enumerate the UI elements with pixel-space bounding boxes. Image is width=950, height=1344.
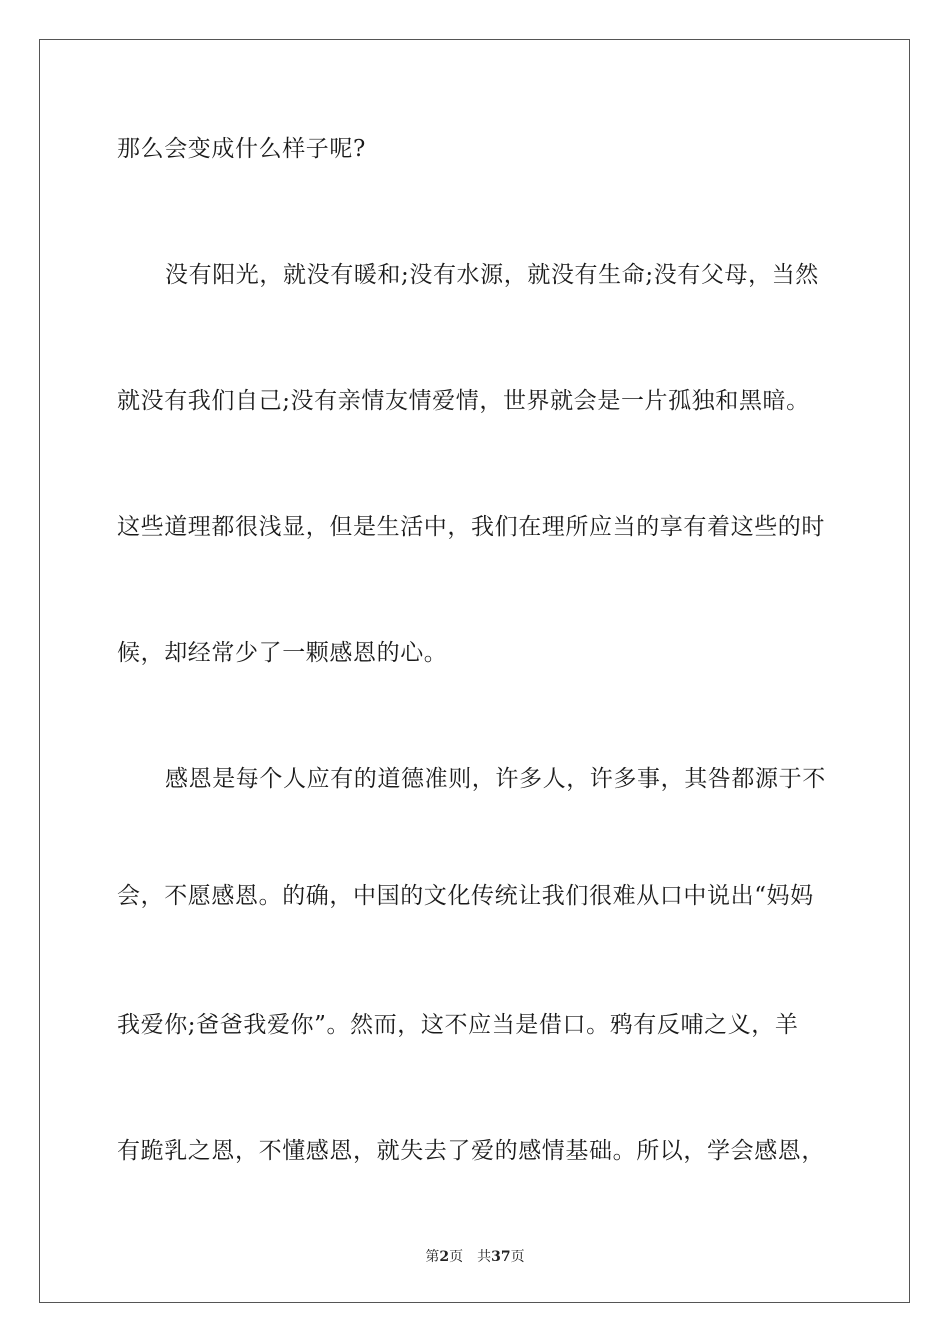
page-number: 2 <box>439 1249 450 1265</box>
paragraph-first-line: 感恩是每个人应有的道德准则，许多人，许多事，其咎都源于不 <box>165 766 826 792</box>
total-suffix: 页 <box>510 1249 525 1265</box>
text-line: 我爱你;爸爸我爱你”。然而，这不应当是借口。鸦有反哺之义，羊 <box>117 1012 799 1038</box>
page-suffix: 页 <box>449 1249 464 1265</box>
total-pages: 37 <box>491 1249 511 1265</box>
text-line: 那么会变成什么样子呢? <box>117 136 366 162</box>
page-prefix: 第 <box>425 1249 440 1265</box>
text-line: 会，不愿感恩。的确，中国的文化传统让我们很难从口中说出“妈妈 <box>117 883 814 909</box>
total-prefix: 共 <box>477 1249 492 1265</box>
page-footer <box>0 1248 950 1266</box>
text-line: 有跪乳之恩，不懂感恩，就失去了爱的感情基础。所以，学会感恩， <box>117 1138 825 1164</box>
text-line: 就没有我们自己;没有亲情友情爱情，世界就会是一片孤独和黑暗。 <box>117 388 810 414</box>
text-line: 这些道理都很浅显，但是生活中，我们在理所应当的享有着这些的时 <box>117 514 825 540</box>
page-border <box>39 39 910 1303</box>
text-line: 候，却经常少了一颗感恩的心。 <box>117 640 448 666</box>
paragraph-first-line: 没有阳光，就没有暖和;没有水源，就没有生命;没有父母，当然 <box>165 262 819 288</box>
